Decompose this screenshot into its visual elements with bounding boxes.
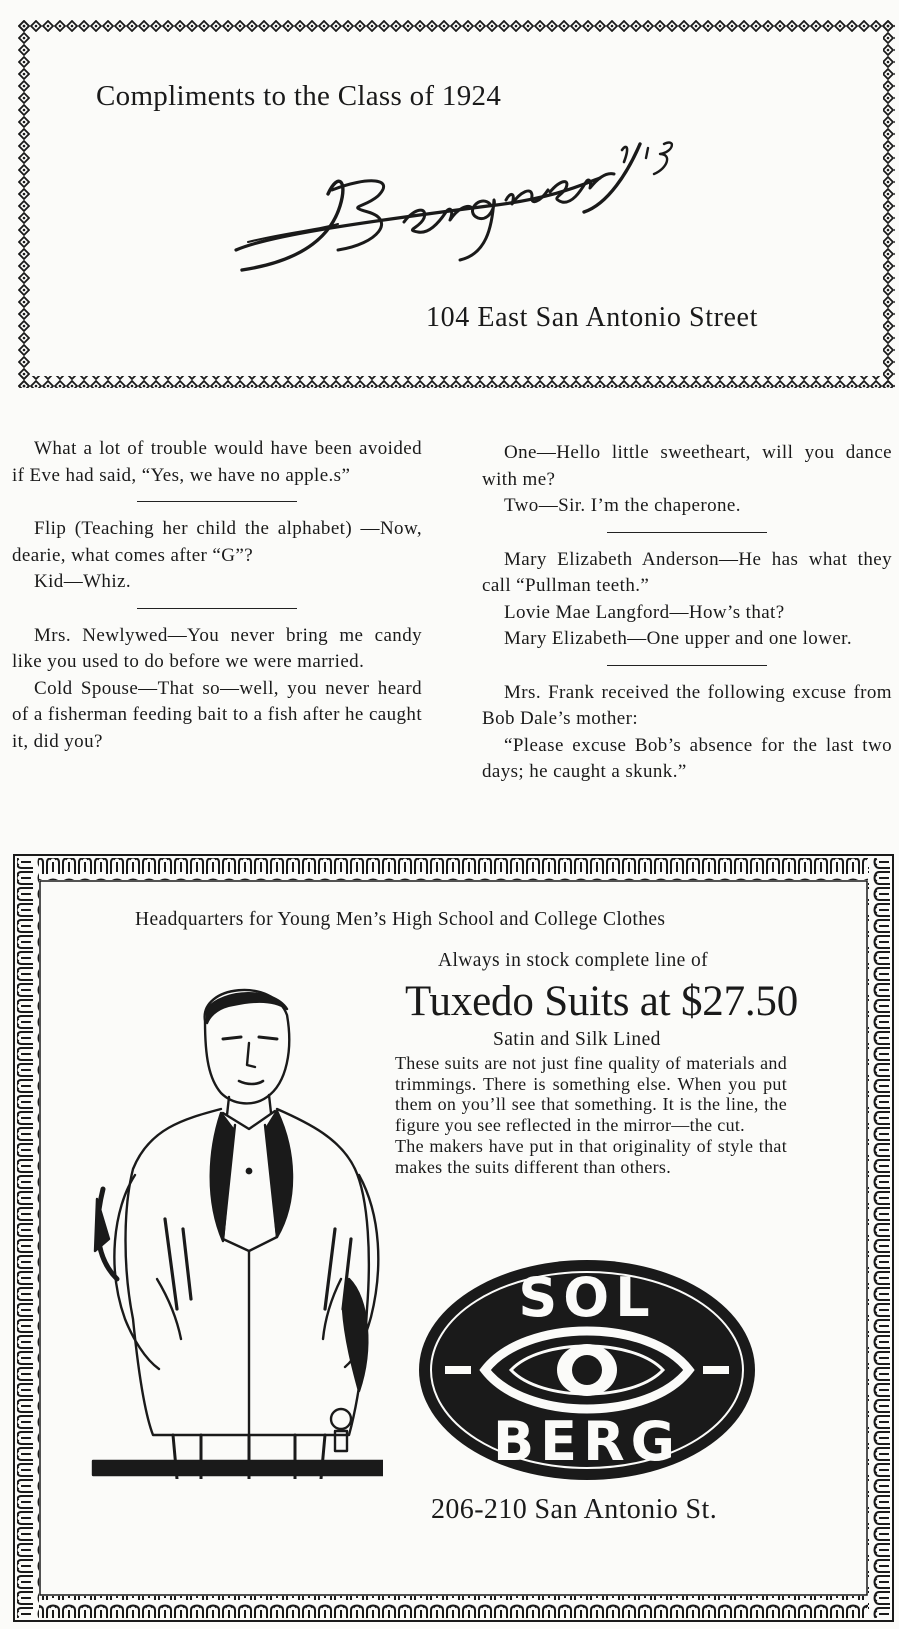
joke-pullman: Mary Elizabeth Anderson—He has what they call “Pullman teeth.” (482, 548, 892, 596)
joke-skunk: “Please excuse Bob’s absence for the last two days; he caught a skunk.” (482, 734, 892, 782)
solberg-eye-logo (415, 1254, 759, 1482)
joke-hows-that: Lovie Mae Langford—How’s that? (504, 601, 785, 623)
bergner-ad (18, 20, 895, 388)
solberg-headline: Headquarters for Young Men’s High School and College Clothes (135, 909, 666, 930)
joke-upper-lower: Mary Elizabeth—One upper and one lower. (504, 628, 852, 649)
ad-copy-paragraph: The makers have put in that originality of style that makes the suits different than others. (395, 1135, 787, 1177)
joke-excuse: Mrs. Frank received the following excuse from Bob Dale’s mother: (482, 681, 892, 729)
logo-berg-text: BERG (493, 1410, 681, 1473)
joke-dance: One—Hello little sweetheart, will you dance with me? (482, 442, 892, 490)
bergner-script-logo (228, 132, 678, 282)
ad-copy (395, 1053, 787, 1177)
joke-alphabet-answer: Kid—Whiz. (34, 571, 131, 592)
joke-chaperone: Two—Sir. I’m the chaperone. (504, 495, 741, 516)
joke-alphabet: Flip (Teaching her child the alphabet) —Now, dearie, what comes after “G”? (12, 518, 422, 566)
divider (607, 665, 767, 666)
divider (137, 501, 297, 502)
joke-spouse: Cold Spouse—That so—well, you never heard of a fisherman feeding bait to a fish after he caught it, did you? (12, 677, 422, 752)
jokes-left-column (12, 436, 422, 755)
stock-text: Always in stock complete line of (438, 950, 709, 971)
logo-sol-text: SOL (518, 1266, 656, 1329)
solberg-address: 206-210 San Antonio St. (431, 1494, 718, 1525)
divider (137, 608, 297, 609)
solberg-ad (13, 854, 894, 1622)
ad-copy-paragraph: These suits are not just fine quality of materials and trimmings. There is something else. When you put them on you’ll see that something. It is the line, the figure you see reflected in the mirror—the cut. (395, 1053, 787, 1136)
joke-eve: What a lot of trouble would have been avoided if Eve had said, “Yes, we have no apple.s” (12, 438, 422, 486)
compliments-text: Compliments to the Class of 1924 (96, 80, 502, 112)
divider (607, 532, 767, 533)
tuxedo-price: Tuxedo Suits at $27.50 (405, 978, 799, 1025)
jokes-section (12, 436, 892, 826)
jokes-right-column (482, 440, 892, 786)
man-in-tuxedo-illustration (73, 979, 383, 1479)
lining-text: Satin and Silk Lined (493, 1029, 661, 1050)
joke-newlywed: Mrs. Newlywed—You never bring me candy like you used to do before we were married. (12, 624, 422, 672)
bergner-address: 104 East San Antonio Street (426, 302, 758, 333)
